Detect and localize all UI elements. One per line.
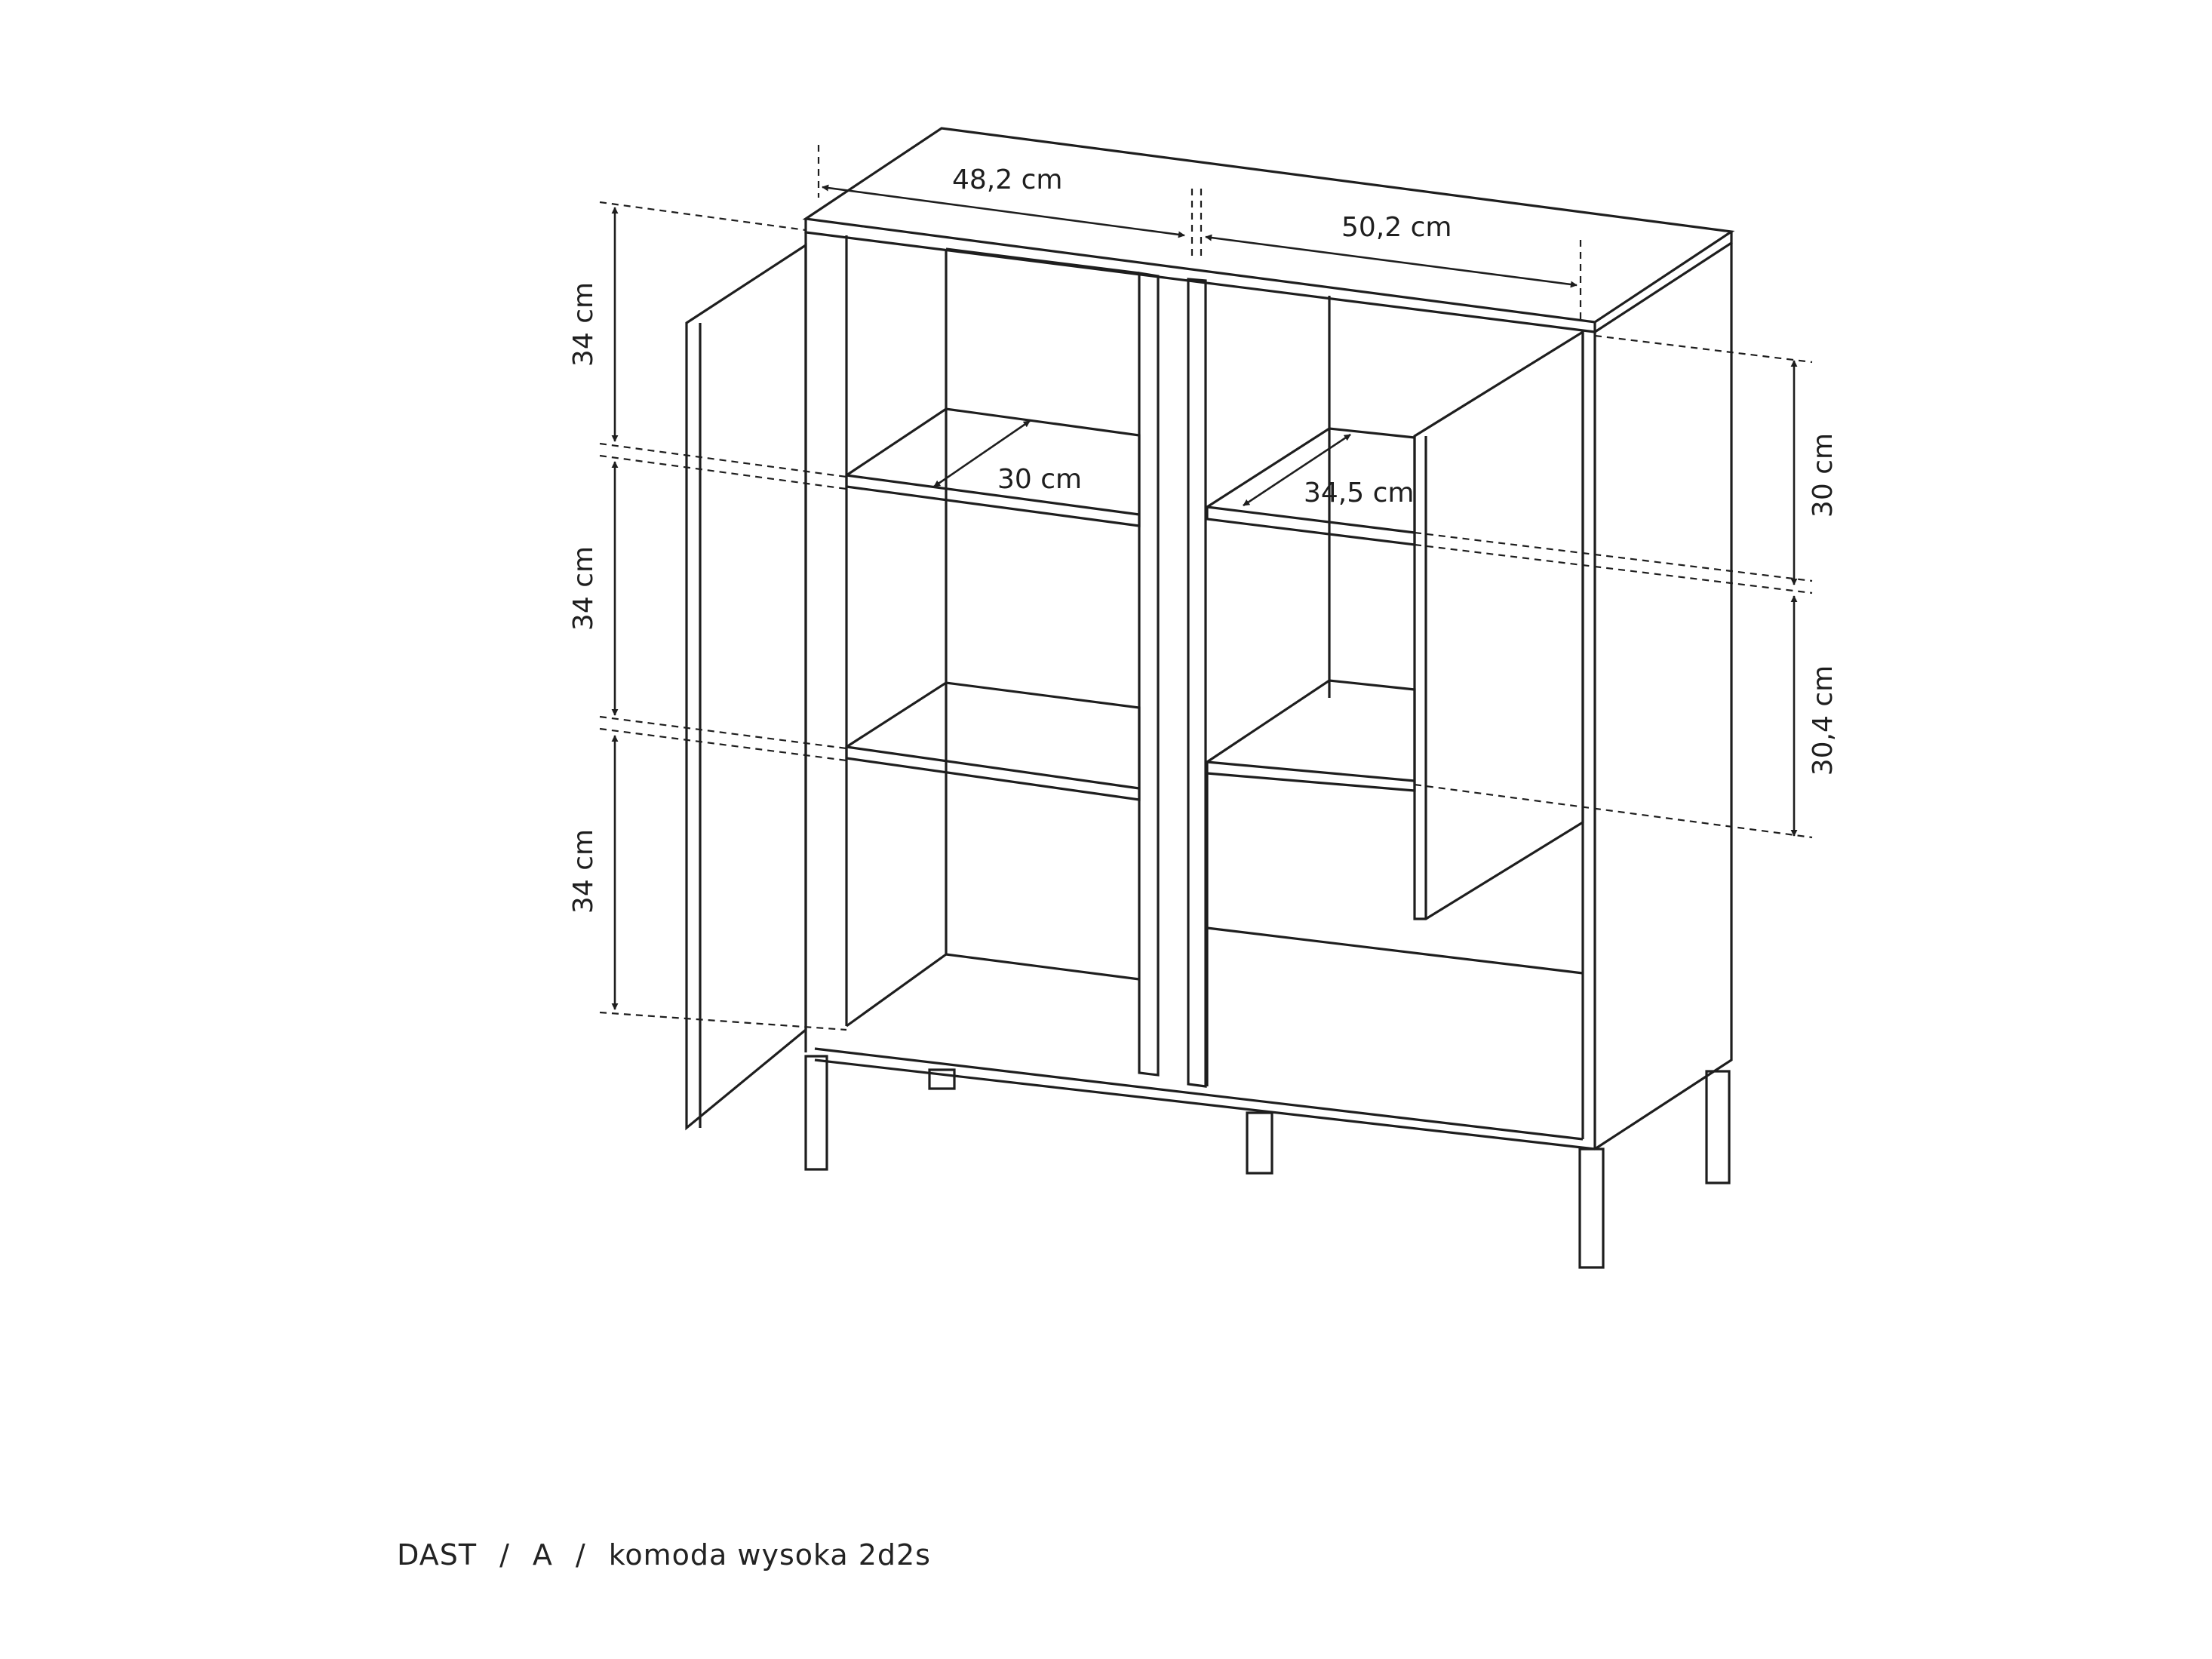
- top-right-edge: [1595, 232, 1731, 332]
- caption-variant: A: [532, 1538, 553, 1571]
- label-left-shelf-depth: 30 cm: [997, 464, 1083, 495]
- label-left-middle-height: 34 cm: [568, 545, 599, 631]
- top-slab: [806, 128, 1731, 322]
- bottom-front-edge: [815, 1049, 1583, 1139]
- label-left-upper-height: 34 cm: [568, 281, 599, 367]
- label-right-shelf-depth: 34,5 cm: [1304, 478, 1415, 508]
- leg-middle: [1247, 1113, 1272, 1173]
- top-front-edge: [806, 219, 1595, 332]
- label-right-lower-height: 30,4 cm: [1808, 665, 1839, 776]
- center-divider: [1139, 273, 1158, 1075]
- right-side-panel: [1595, 243, 1731, 1149]
- right-door: [1415, 332, 1583, 919]
- caption-description: komoda wysoka 2d2s: [608, 1538, 931, 1571]
- leg-front-left: [806, 1056, 827, 1169]
- caption-separator-1: /: [499, 1538, 510, 1571]
- cabinet-body: [687, 128, 1731, 1267]
- left-door: [687, 245, 806, 1128]
- label-top-left-width: 48,2 cm: [952, 164, 1063, 195]
- leg-front-right: [1580, 1149, 1603, 1267]
- product-caption: [377, 1505, 931, 1571]
- right-shelf-lower: [1207, 680, 1415, 791]
- label-top-right-width: 50,2 cm: [1341, 212, 1452, 243]
- caption-separator-2: /: [575, 1538, 586, 1571]
- caption-product: DAST: [397, 1538, 478, 1571]
- label-right-upper-height: 30 cm: [1808, 432, 1839, 518]
- leg-back-right: [1707, 1071, 1729, 1183]
- label-left-lower-height: 34 cm: [568, 828, 599, 914]
